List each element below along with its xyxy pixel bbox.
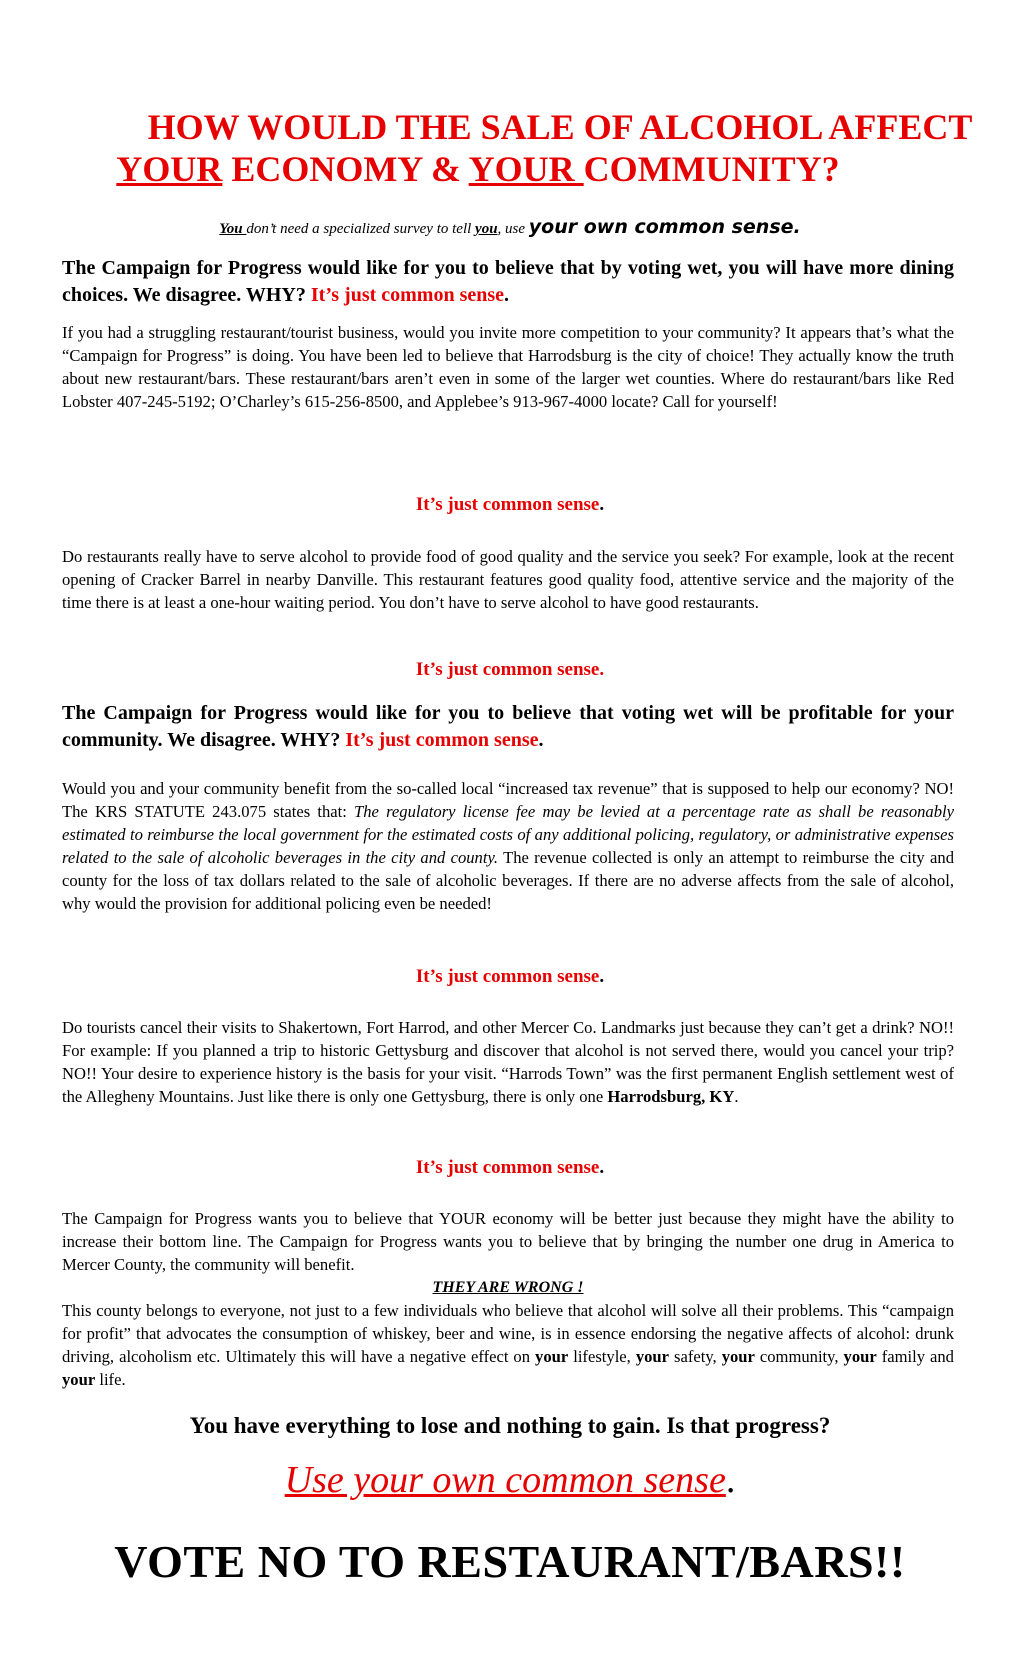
paragraph-economy: [62, 1207, 954, 1391]
title-line-1: [50, 106, 1020, 148]
common-sense-period: .: [599, 494, 605, 515]
lead-dining-text: The Campaign for Progress would like for you to believe that by voting wet, you will have more dining choices. We disagree. WHY?: [62, 257, 954, 306]
common-sense-period: .: [599, 966, 605, 987]
lead-profitable-end: .: [538, 729, 544, 751]
tagline-mid: don’t need a specialized survey to tell: [246, 221, 476, 237]
word-lifestyle: lifestyle,: [568, 1347, 636, 1366]
harrodsburg-ky: Harrodsburg, KY: [607, 1087, 735, 1106]
common-sense-text: It’s just common sense: [415, 966, 600, 987]
tagline-you-2: you: [475, 221, 498, 237]
title-text: HOW WOULD THE SALE OF ALCOHOL AFFECT: [147, 107, 973, 147]
vote-no-headline: VOTE NO TO RESTAURANT/BARS!!: [114, 1536, 906, 1587]
tax-revenue-end: The revenue collected is only an attempt to reimburse the city and county for the loss of tax dollars related to the sale of alcoholic beverages. If there are no adverse affects from the sale of alcohol, why would the provision for additional policing even be needed!: [62, 848, 954, 913]
word-life: life.: [95, 1370, 126, 1389]
paragraph-competition: If you had a struggling restaurant/tourist business, would you invite more competition to your community? It appears that’s what the “Campaign for Progress” is doing. You have been led to believe that Harrodsburg is the city of choice! They actually know the truth about new restaurant/bars. These restaurant/bars aren’t even in some of the larger wet counties. Where do restaurant/bars like Red Lobster 407-245-5192; O’Charley’s 615-256-8500, and Applebee’s 913-967-4000 locate? Call for yourself!: [62, 323, 954, 411]
common-sense-cta: [0, 1458, 1020, 1502]
title-line-2: [0, 148, 988, 190]
your-bold: your: [843, 1347, 877, 1366]
word-community: community,: [754, 1347, 844, 1366]
closing-question: You have everything to lose and nothing to gain. Is that progress?: [189, 1413, 831, 1438]
lead-dining-red: It’s just common sense: [310, 284, 505, 306]
common-sense-period: .: [599, 1157, 605, 1178]
krs-statute-quote: The regulatory license fee may be levied at a percentage rate as shall be reasonably estimated to reimburse the local government for the estimated costs of any additional policing, regulatory, or administrative expenses related to the sale of alcoholic beverages in the city and county.: [62, 802, 955, 867]
your-bold: your: [535, 1347, 569, 1366]
paragraph-restaurants: Do restaurants really have to serve alcohol to provide food of good quality and the service you seek? For example, look at the recent opening of Cracker Barrel in nearby Danville. This restaurant features good quality food, attentive service and the majority of the time there is at least a one-hour waiting period. You don’t have to serve alcohol to have good restaurants.: [62, 547, 954, 612]
tagline-you: You: [219, 221, 247, 237]
word-family: family and: [876, 1347, 954, 1366]
title-your-1: YOUR: [116, 149, 223, 189]
cta-period: .: [725, 1459, 736, 1501]
economy-after: This county belongs to everyone, not just to a few individuals who believe that alcohol will solve all their problems. This “campaign for profit” that advocates the consumption of whiskey, beer and wine, is in essence endorsing the negative affects of alcohol: drunk driving, alcoholism etc. Ultimately this will have a negative effect on: [62, 1301, 954, 1366]
common-sense-1: [0, 494, 1020, 516]
paragraph-tourists: [62, 1016, 954, 1108]
lead-dining-end: .: [504, 284, 510, 306]
common-sense-3: [0, 966, 1020, 988]
tax-revenue-start: Would you and your community benefit from the so-called local “increased tax revenue” that is supposed to help our economy? NO! The KRS STATUTE 243.075 states that:: [62, 779, 954, 821]
cta-text: Use your own common sense: [284, 1459, 726, 1501]
common-sense-4: [0, 1157, 1020, 1179]
paragraph-tax-revenue: [62, 777, 954, 915]
tourists-end: .: [734, 1087, 739, 1106]
lead-dining: [62, 255, 954, 309]
title-economy: ECONOMY &: [222, 149, 469, 189]
tourists-start: Do tourists cancel their visits to Shakertown, Fort Harrod, and other Mercer Co. Landmarks just because they can’t get a drink? NO!! For example: If you planned a trip to historic Gettysburg and discover that alcohol is not served there, would you cancel your trip? NO!! Your desire to experience history is the basis for your visit. “Harrods Town” was the first permanent English settlement west of the Allegheny Mountains. Just like there is only one Gettysburg, there is only one: [62, 1018, 954, 1106]
common-sense-text: It’s just common sense: [415, 1157, 600, 1178]
common-sense-text: It’s just common sense: [415, 494, 600, 515]
your-bold: your: [635, 1347, 669, 1366]
lead-profitable: [62, 700, 954, 754]
economy-text: The Campaign for Progress wants you to believe that YOUR economy will be better just because they might have the ability to increase their bottom line. The Campaign for Progress wants you to believe that by bringing the number one drug in America to Mercer County, the community will benefit.: [62, 1209, 954, 1274]
lead-profitable-text: The Campaign for Progress would like for you to believe that voting wet will be profitable for your community. We disagree. WHY?: [62, 702, 954, 751]
your-bold: your: [721, 1347, 755, 1366]
common-sense-2: It’s just common sense.: [415, 659, 605, 680]
tagline: [0, 216, 1020, 238]
word-safety: safety,: [669, 1347, 722, 1366]
tagline-big: your own common sense.: [528, 216, 801, 238]
lead-profitable-red: It’s just common sense: [345, 729, 539, 751]
tagline-use: , use: [497, 221, 529, 237]
they-are-wrong: THEY ARE WRONG !: [432, 1279, 584, 1296]
title-your-2: YOUR: [468, 149, 584, 189]
your-bold: your: [62, 1370, 96, 1389]
title-community: COMMUNITY?: [583, 149, 840, 189]
